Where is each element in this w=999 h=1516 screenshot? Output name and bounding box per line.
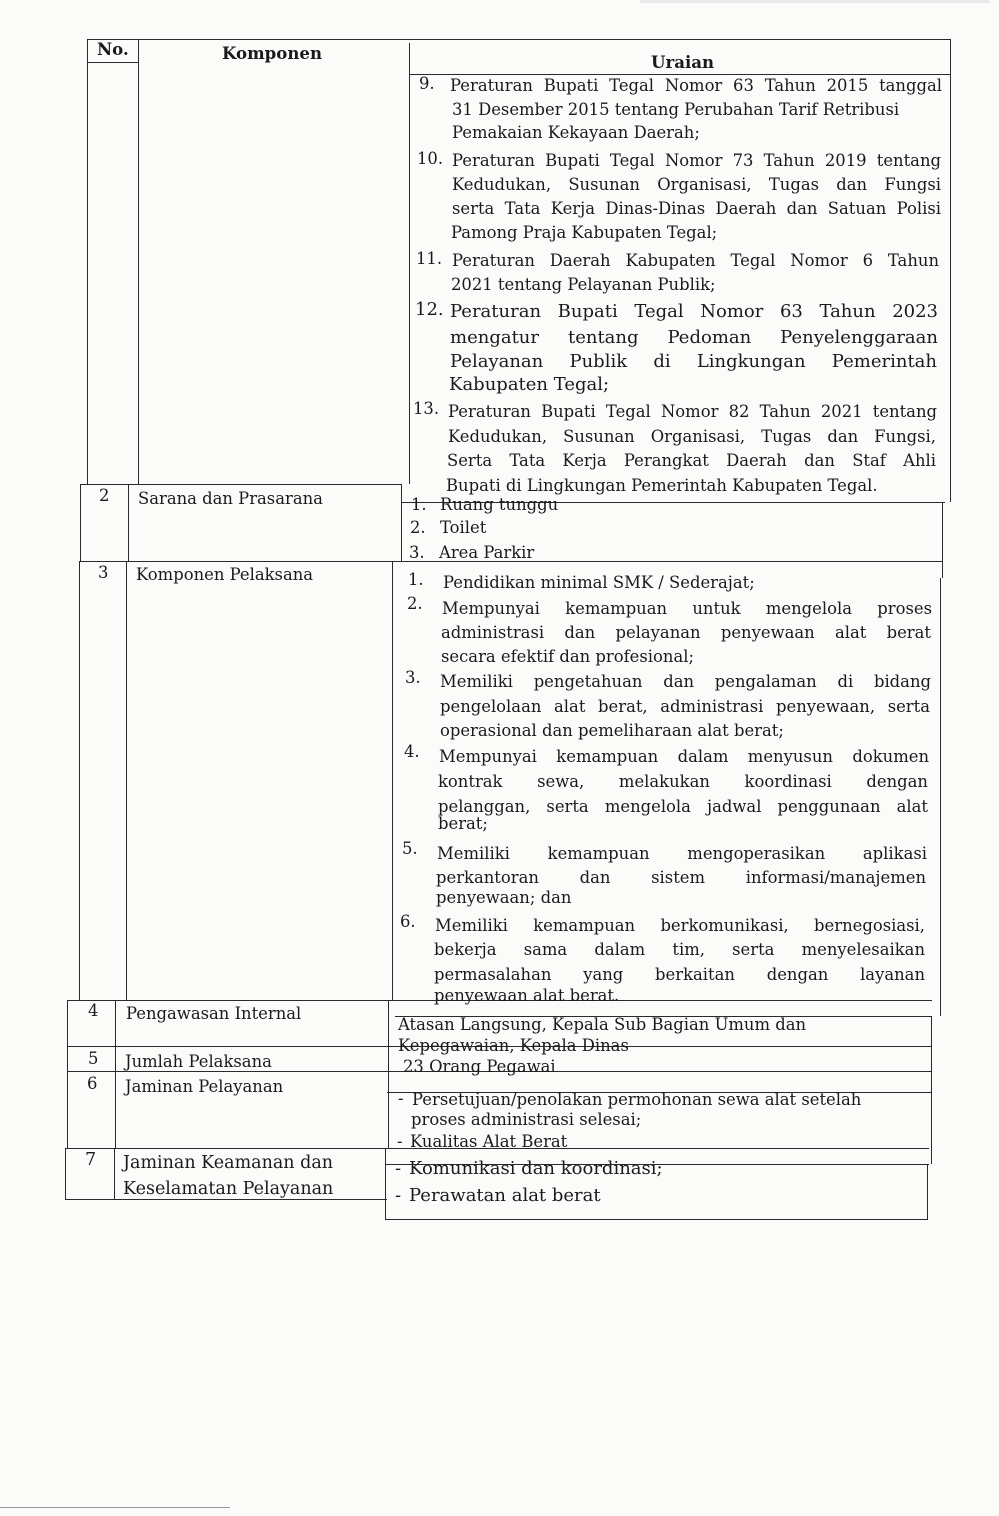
item-line: Pamong Praja Kabupaten Tegal; xyxy=(451,223,718,242)
row-2-no: 2 xyxy=(99,486,110,505)
item-line: Serta Tata Kerja Perangkat Daerah dan Staf Ahli xyxy=(447,451,936,470)
border-right-1 xyxy=(950,39,951,502)
col-divider-uraian-5 xyxy=(385,1148,386,1220)
item-line: Peraturan Bupati Tegal Nomor 63 Tahun 2023 xyxy=(450,301,938,322)
col-divider-uraian-4 xyxy=(388,1000,389,1148)
scan-artifact xyxy=(640,0,990,3)
item-line: Kualitas Alat Berat xyxy=(410,1132,568,1151)
item-line: Peraturan Bupati Tegal Nomor 73 Tahun 2019 tentang xyxy=(452,151,941,170)
col-divider-no-2 xyxy=(128,484,129,561)
item-line: Peraturan Daerah Kabupaten Tegal Nomor 6 Tahun xyxy=(452,251,939,270)
item-line: permasalahan yang berkaitan dengan layanan xyxy=(434,965,925,984)
row-5-komponen: Jumlah Pelaksana xyxy=(125,1052,272,1071)
item-number: 2. xyxy=(407,594,423,613)
row-7-komponen-line-1: Jaminan Keamanan dan xyxy=(123,1153,334,1173)
col-divider-uraian-3 xyxy=(392,561,393,1000)
item-line: berat; xyxy=(438,814,488,833)
item-line: Pemakaian Kekayaan Daerah; xyxy=(452,123,700,142)
page-edge-rule xyxy=(0,1507,230,1508)
item-line: Peraturan Bupati Tegal Nomor 63 Tahun 2015 tanggal xyxy=(450,76,942,95)
header-komponen: Komponen xyxy=(222,43,323,63)
row-7-komponen-line-2: Keselamatan Pelayanan xyxy=(123,1179,334,1199)
row-6-komponen: Jaminan Pelayanan xyxy=(125,1077,284,1096)
item-line: secara efektif dan profesional; xyxy=(441,647,694,666)
item-line: serta Tata Kerja Dinas-Dinas Daerah dan Satuan Polisi xyxy=(452,199,941,218)
item-line: Perawatan alat berat xyxy=(409,1185,601,1206)
item-line: Memiliki kemampuan berkomunikasi, bernegosiasi, xyxy=(435,916,925,935)
row-2-komponen: Sarana dan Prasarana xyxy=(138,489,323,508)
row-3-komponen: Komponen Pelaksana xyxy=(136,565,314,584)
item-line: perkantoran dan sistem informasi/manajemen xyxy=(436,868,926,887)
item-number: 4. xyxy=(404,742,420,761)
row-6-no: 6 xyxy=(87,1074,98,1093)
item-line: Mempunyai kemampuan untuk mengelola proses xyxy=(442,599,932,618)
border-right-5 xyxy=(927,1164,928,1220)
item-line: Komunikasi dan koordinasi; xyxy=(409,1158,663,1179)
col-divider-uraian-1 xyxy=(409,43,410,484)
row-4-komponen: Pengawasan Internal xyxy=(126,1004,302,1023)
bullet-dash: - xyxy=(395,1185,402,1206)
item-line: administrasi dan pelayanan penyewaan alat berat xyxy=(441,623,931,642)
border-left-2 xyxy=(80,484,81,561)
item-line: pengelolaan alat berat, administrasi penyewaan, serta xyxy=(440,697,930,716)
item-line: Area Parkir xyxy=(439,543,535,562)
item-line: Pendidikan minimal SMK / Sederajat; xyxy=(443,573,755,592)
item-line: penyewaan; dan xyxy=(436,888,572,907)
col-divider-no-4 xyxy=(115,1000,116,1148)
header-uraian: Uraian xyxy=(651,52,715,72)
col-divider-no-5 xyxy=(114,1148,115,1200)
border-right-4 xyxy=(931,1016,932,1164)
item-line: Mempunyai kemampuan dalam menyusun dokumen xyxy=(439,747,929,766)
item-number: 1. xyxy=(408,570,424,589)
table-border-top xyxy=(87,39,950,40)
item-line: Persetujuan/penolakan permohonan sewa alat setelah xyxy=(412,1090,862,1109)
bullet-dash: - xyxy=(398,1089,404,1108)
item-line: operasional dan pemeliharaan alat berat; xyxy=(440,721,784,740)
border-right-2 xyxy=(942,502,943,578)
item-line: Pelayanan Publik di Lingkungan Pemerintah xyxy=(450,351,937,372)
bullet-dash: - xyxy=(397,1132,403,1151)
item-line: kontrak sewa, melakukan koordinasi dengan xyxy=(438,772,928,791)
item-line: Kedudukan, Susunan Organisasi, Tugas dan Fungsi, xyxy=(448,427,936,446)
item-number: 3. xyxy=(409,543,425,562)
item-number: 3. xyxy=(405,668,421,687)
item-line: Atasan Langsung, Kepala Sub Bagian Umum dan xyxy=(398,1015,807,1034)
border-left-5 xyxy=(65,1148,66,1200)
item-line: pelanggan, serta mengelola jadwal penggunaan alat xyxy=(438,797,928,816)
item-line: Kabupaten Tegal; xyxy=(449,374,610,395)
border-left-1 xyxy=(87,39,88,484)
item-line: mengatur tentang Pedoman Penyelenggaraan xyxy=(450,327,938,348)
row-7-no: 7 xyxy=(85,1150,97,1170)
item-number: 1. xyxy=(411,495,427,514)
bullet-dash: - xyxy=(395,1158,402,1179)
item-line: Bupati di Lingkungan Pemerintah Kabupaten Tegal. xyxy=(446,476,878,495)
col-divider-uraian-2 xyxy=(401,484,402,561)
item-line: penyewaan alat berat. xyxy=(434,986,620,1005)
item-line: Kepegawaian, Kepala Dinas xyxy=(398,1036,629,1055)
row-5-no: 5 xyxy=(88,1049,99,1068)
item-line: Toilet xyxy=(440,518,487,537)
item-line: Ruang tunggu xyxy=(440,495,559,514)
item-number: 12. xyxy=(415,299,444,320)
item-number: 6. xyxy=(400,912,416,931)
item-line: bekerja sama dalam tim, serta menyelesaikan xyxy=(434,940,925,959)
item-line: Memiliki pengetahuan dan pengalaman di bidang xyxy=(440,672,931,691)
item-line: 31 Desember 2015 tentang Perubahan Tarif Retribusi xyxy=(452,100,900,119)
item-number: 2. xyxy=(410,518,426,537)
item-line: Memiliki kemampuan mengoperasikan aplikasi xyxy=(437,844,927,863)
header-no: No. xyxy=(97,39,129,59)
header-divider-no xyxy=(87,62,139,63)
item-line: Peraturan Bupati Tegal Nomor 82 Tahun 2021 tentang xyxy=(448,402,937,421)
row-3-no: 3 xyxy=(98,563,109,582)
row-4-no: 4 xyxy=(88,1001,99,1020)
item-number: 11. xyxy=(416,249,443,268)
item-number: 9. xyxy=(419,74,435,93)
item-number: 10. xyxy=(417,149,444,168)
border-right-3 xyxy=(940,578,941,1016)
col-divider-no-1 xyxy=(138,39,139,484)
item-line: 2021 tentang Pelayanan Publik; xyxy=(451,275,716,294)
border-left-3 xyxy=(79,561,80,1000)
table-border-bottom-right xyxy=(385,1219,928,1220)
item-line: proses administrasi selesai; xyxy=(411,1110,642,1129)
col-divider-no-3 xyxy=(126,561,127,1000)
item-number: 13. xyxy=(413,399,440,418)
item-line: Kedudukan, Susunan Organisasi, Tugas dan Fungsi xyxy=(452,175,941,194)
item-number: 5. xyxy=(402,839,418,858)
row-5-uraian: 23 Orang Pegawai xyxy=(403,1057,556,1076)
border-left-4 xyxy=(67,1000,68,1148)
